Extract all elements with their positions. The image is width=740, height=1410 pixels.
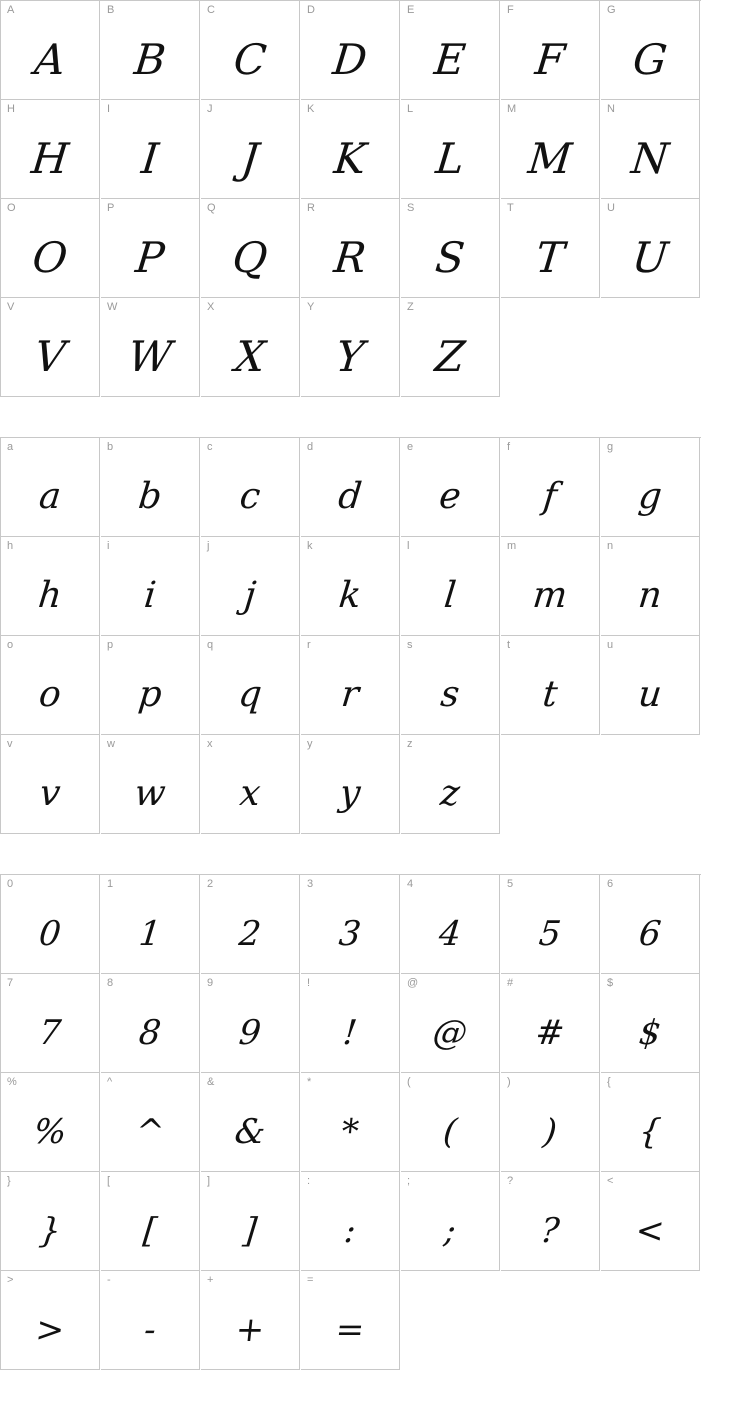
charmap-cell-glyph: - [142, 1310, 158, 1350]
charmap-cell-label: 8 [107, 977, 114, 989]
charmap-cell-label: s [407, 639, 413, 651]
charmap-cell-label: Z [407, 301, 414, 313]
charmap-cell-glyph: q [236, 674, 264, 715]
charmap-cell-glyph: ] [241, 1211, 259, 1251]
charmap-cell[interactable] [601, 875, 700, 974]
charmap-cell-glyph: @ [430, 1013, 470, 1053]
sheet-bottom-space [0, 1370, 700, 1410]
charmap-cell-glyph: m [530, 575, 570, 616]
charmap-cell[interactable] [401, 438, 500, 537]
charmap-cell[interactable] [101, 1, 200, 100]
charmap-cell-label: G [607, 4, 616, 16]
charmap-cell-label: # [507, 977, 514, 989]
charmap-cell[interactable] [401, 1172, 500, 1271]
charmap-cell[interactable] [301, 735, 400, 834]
charmap-cell-empty [501, 1271, 600, 1370]
charmap-cell-label: H [7, 103, 15, 115]
charmap-cell-glyph: R [331, 233, 369, 282]
charmap-cell-glyph: d [336, 476, 364, 517]
charmap-cell-glyph: * [339, 1112, 361, 1152]
charmap-cell-label: { [607, 1076, 611, 1088]
charmap-cell[interactable] [101, 1271, 200, 1370]
charmap-cell[interactable] [101, 438, 200, 537]
charmap-cell-glyph: V [32, 332, 68, 381]
charmap-cell-glyph: + [233, 1310, 267, 1350]
charmap-cell-label: 0 [7, 878, 14, 890]
charmap-cell-glyph: 4 [437, 914, 463, 954]
charmap-cell[interactable] [1, 974, 100, 1073]
charmap-cell-glyph: [ [141, 1211, 159, 1251]
charmap-cell-label: w [107, 738, 115, 750]
charmap-cell[interactable] [201, 1271, 300, 1370]
charmap-cell-glyph: 0 [37, 914, 63, 954]
charmap-cell-label: ; [407, 1175, 411, 1187]
charmap-cell-label: 3 [307, 878, 314, 890]
charmap-cell[interactable] [301, 875, 400, 974]
charmap-cell-glyph: M [525, 134, 575, 183]
charmap-cell-glyph: p [136, 674, 164, 715]
charmap-cell-glyph: 5 [537, 914, 563, 954]
charmap-cell-label: @ [407, 977, 419, 989]
charmap-cell-label: x [207, 738, 213, 750]
charmap-cell-label: h [7, 540, 14, 552]
charmap-cell-label: r [307, 639, 311, 651]
charmap-cell[interactable] [401, 199, 500, 298]
charmap-cell-label: ( [407, 1076, 411, 1088]
charmap-cell-label: ) [507, 1076, 511, 1088]
charmap-cell-label: J [207, 103, 213, 115]
charmap-cell-label: D [307, 4, 315, 16]
charmap-cell-label: g [607, 441, 614, 453]
charmap-cell[interactable] [601, 199, 700, 298]
charmap-cell-label: j [207, 540, 210, 552]
charmap-cell-glyph: c [237, 476, 263, 517]
charmap-cell[interactable] [201, 875, 300, 974]
charmap-cell-empty [601, 1271, 700, 1370]
charmap-cell-glyph: = [333, 1310, 367, 1350]
charmap-cell-empty [401, 1271, 500, 1370]
charmap-cell[interactable] [601, 974, 700, 1073]
charmap-cell[interactable] [601, 636, 700, 735]
charmap-cell-glyph: a [37, 476, 63, 517]
charmap-cell[interactable] [301, 974, 400, 1073]
charmap-cell[interactable] [401, 875, 500, 974]
charmap-cell-empty [501, 735, 600, 834]
charmap-cell[interactable] [401, 1073, 500, 1172]
charmap-cell[interactable] [1, 199, 100, 298]
charmap-cell[interactable] [301, 199, 400, 298]
charmap-cell[interactable] [401, 298, 500, 397]
charmap-cell-label: p [107, 639, 114, 651]
charmap-cell-label: t [507, 639, 511, 651]
charmap-cell[interactable] [101, 100, 200, 199]
charmap-cell[interactable] [501, 1, 600, 100]
charmap-cell-label: [ [107, 1175, 111, 1187]
charmap-cell-label: } [7, 1175, 11, 1187]
charmap-cell-glyph: W [125, 332, 175, 381]
charmap-cell[interactable] [101, 875, 200, 974]
charmap-cell[interactable] [101, 1172, 200, 1271]
charmap-cell-glyph: g [636, 476, 664, 517]
charmap-cell[interactable] [201, 537, 300, 636]
charmap-cell-label: l [407, 540, 410, 552]
charmap-cell-glyph: ! [341, 1013, 359, 1053]
charmap-cell-label: F [507, 4, 514, 16]
charmap-cell-label: V [7, 301, 15, 313]
charmap-cell-glyph: l [442, 575, 458, 616]
charmap-cell-glyph: H [29, 134, 71, 183]
charmap-cell-label: f [507, 441, 511, 453]
charmap-cell[interactable] [101, 199, 200, 298]
charmap-cell-glyph: ^ [133, 1112, 167, 1152]
charmap-cell-glyph: 3 [337, 914, 363, 954]
charmap-cell[interactable] [501, 875, 600, 974]
charmap-cell[interactable] [401, 100, 500, 199]
charmap-cell[interactable] [201, 100, 300, 199]
charmap-cell-label: $ [607, 977, 614, 989]
charmap-cell-glyph: ( [441, 1112, 459, 1152]
charmap-cell[interactable] [301, 1271, 400, 1370]
charmap-cell-glyph: 9 [237, 1013, 263, 1053]
charmap-cell-label: q [207, 639, 214, 651]
charmap-cell[interactable] [101, 537, 200, 636]
charmap-cell-label: I [107, 103, 111, 115]
charmap-uppercase [0, 0, 701, 397]
charmap-cell-glyph: t [540, 674, 560, 715]
charmap-cell-glyph: & [232, 1112, 268, 1152]
charmap-cell[interactable] [101, 735, 200, 834]
charmap-cell-glyph: A [32, 35, 68, 84]
charmap-cell-label: 7 [7, 977, 14, 989]
charmap-cell-label: * [307, 1076, 312, 1088]
charmap-cell-glyph: 1 [137, 914, 163, 954]
charmap-cell[interactable] [1, 735, 100, 834]
charmap-cell-label: c [207, 441, 213, 453]
charmap-cell-label: S [407, 202, 415, 214]
charmap-cell-glyph: ; [442, 1211, 458, 1251]
charmap-cell-empty [601, 735, 700, 834]
charmap-cell-label: A [7, 4, 15, 16]
charmap-cell-label: ] [207, 1175, 211, 1187]
charmap-cell-glyph: z [438, 773, 462, 814]
charmap-cell-label: E [407, 4, 415, 16]
charmap-cell-label: i [107, 540, 110, 552]
charmap-cell-glyph: r [339, 674, 361, 715]
charmap-cell[interactable] [501, 537, 600, 636]
charmap-cell-glyph: 2 [237, 914, 263, 954]
charmap-cell-label: N [607, 103, 615, 115]
charmap-cell-label: % [7, 1076, 17, 1088]
charmap-cell-glyph: n [636, 575, 664, 616]
charmap-cell-glyph: h [36, 575, 64, 616]
charmap-cell-label: B [107, 4, 115, 16]
charmap-cell[interactable] [1, 438, 100, 537]
charmap-cell-glyph: < [633, 1211, 667, 1251]
charmap-cell[interactable] [201, 438, 300, 537]
charmap-cell-glyph: k [336, 575, 364, 616]
charmap-cell-label: < [607, 1175, 614, 1187]
charmap-cell-label: 9 [207, 977, 214, 989]
charmap-cell[interactable] [401, 974, 500, 1073]
charmap-lowercase [0, 437, 701, 834]
charmap-cell[interactable] [501, 100, 600, 199]
charmap-cell[interactable] [1, 298, 100, 397]
charmap-cell-glyph: ? [538, 1211, 562, 1251]
charmap-cell[interactable] [101, 1073, 200, 1172]
charmap-cell-label: z [407, 738, 413, 750]
charmap-cell-label: Y [307, 301, 315, 313]
charmap-cell[interactable] [201, 1, 300, 100]
charmap-cell[interactable] [1, 875, 100, 974]
charmap-cell[interactable] [1, 1, 100, 100]
charmap-cell-label: b [107, 441, 114, 453]
charmap-cell-glyph: $ [637, 1013, 663, 1053]
charmap-cell[interactable] [601, 1, 700, 100]
charmap-cell[interactable] [101, 298, 200, 397]
charmap-cell-glyph: # [533, 1013, 567, 1053]
charmap-cell-label: & [207, 1076, 215, 1088]
charmap-cell-glyph: y [337, 773, 363, 814]
charmap-cell-glyph: e [437, 476, 463, 517]
charmap-cell[interactable] [201, 199, 300, 298]
charmap-cell[interactable] [301, 1172, 400, 1271]
charmap-cell[interactable] [601, 100, 700, 199]
charmap-cell[interactable] [201, 735, 300, 834]
charmap-cell-label: 5 [507, 878, 514, 890]
charmap-cell-glyph: X [232, 332, 268, 381]
charmap-cell[interactable] [301, 1, 400, 100]
charmap-cell-glyph: ) [541, 1112, 559, 1152]
charmap-cell-glyph: % [31, 1112, 69, 1152]
charmap-cell-glyph: w [132, 773, 168, 814]
charmap-cell[interactable] [301, 100, 400, 199]
block-separator [0, 397, 700, 437]
charmap-cell-glyph: N [629, 134, 672, 183]
charmap-cell-glyph: U [629, 233, 671, 282]
charmap-cell[interactable] [401, 1, 500, 100]
charmap-cell-glyph: G [630, 35, 670, 84]
charmap-cell-label: M [507, 103, 517, 115]
charmap-cell-label: ! [307, 977, 311, 989]
charmap-cell[interactable] [101, 636, 200, 735]
charmap-cell-glyph: 6 [637, 914, 663, 954]
charmap-cell-glyph: x [237, 773, 263, 814]
charmap-cell-glyph: J [239, 134, 262, 183]
charmap-cell-glyph: B [132, 35, 169, 84]
charmap-cell-label: = [307, 1274, 314, 1286]
charmap-cell-label: - [107, 1274, 111, 1286]
charmap-cell-label: d [307, 441, 314, 453]
charmap-cell-glyph: I [139, 134, 161, 183]
charmap-cell-glyph: E [432, 35, 468, 84]
charmap-cell[interactable] [301, 298, 400, 397]
charmap-cell-glyph: 8 [137, 1013, 163, 1053]
charmap-cell-glyph: > [33, 1310, 67, 1350]
charmap-cell-glyph: v [37, 773, 63, 814]
charmap-cell-label: : [307, 1175, 311, 1187]
charmap-cell[interactable] [201, 1172, 300, 1271]
charmap-cell[interactable] [501, 1172, 600, 1271]
charmap-cell-glyph: b [136, 476, 164, 517]
charmap-cell-label: C [207, 4, 215, 16]
charmap-cell-label: T [507, 202, 514, 214]
charmap-cell[interactable] [601, 537, 700, 636]
charmap-cell-label: Q [207, 202, 216, 214]
charmap-cell-glyph: S [433, 233, 468, 282]
charmap-cell-glyph: Y [333, 332, 367, 381]
charmap-cell[interactable] [501, 438, 600, 537]
charmap-cell[interactable] [1, 1271, 100, 1370]
charmap-cell[interactable] [301, 636, 400, 735]
charmap-cell-glyph: C [231, 35, 269, 84]
charmap-cell-glyph: L [433, 134, 467, 183]
charmap-cell-glyph: 7 [37, 1013, 63, 1053]
charmap-cell[interactable] [1, 537, 100, 636]
charmap-symbols [0, 874, 701, 1370]
charmap-cell[interactable] [201, 636, 300, 735]
charmap-cell-empty [501, 298, 600, 397]
charmap-cell[interactable] [201, 974, 300, 1073]
charmap-cell-label: W [107, 301, 118, 313]
charmap-cell-label: e [407, 441, 414, 453]
charmap-cell-label: 2 [207, 878, 214, 890]
charmap-cell-label: 4 [407, 878, 414, 890]
charmap-cell-glyph: f [541, 476, 559, 517]
charmap-cell-label: P [107, 202, 115, 214]
charmap-cell-label: m [507, 540, 517, 552]
charmap-cell-glyph: o [37, 674, 64, 715]
charmap-cell-label: K [307, 103, 315, 115]
charmap-cell[interactable] [301, 1073, 400, 1172]
charmap-cell[interactable] [601, 438, 700, 537]
charmap-cell-glyph: } [37, 1211, 63, 1251]
charmap-cell[interactable] [301, 537, 400, 636]
charmap-cell[interactable] [501, 199, 600, 298]
charmap-cell-label: y [307, 738, 313, 750]
charmap-cell-label: a [7, 441, 14, 453]
charmap-cell-glyph: T [533, 233, 567, 282]
charmap-cell-glyph: Q [230, 233, 270, 282]
charmap-cell-label: n [607, 540, 614, 552]
charmap-cell[interactable] [1, 1073, 100, 1172]
charmap-cell-glyph: P [133, 233, 167, 282]
charmap-cell-label: > [7, 1274, 14, 1286]
charmap-cell[interactable] [401, 537, 500, 636]
charmap-cell-label: 6 [607, 878, 614, 890]
charmap-cell-glyph: K [331, 134, 369, 183]
charmap-cell[interactable] [1, 100, 100, 199]
charmap-cell-empty [601, 298, 700, 397]
charmap-cell[interactable] [401, 735, 500, 834]
charmap-cell[interactable] [401, 636, 500, 735]
charmap-cell[interactable] [501, 1073, 600, 1172]
charmap-cell[interactable] [101, 974, 200, 1073]
charmap-cell-glyph: F [532, 35, 568, 84]
charmap-cell[interactable] [1, 636, 100, 735]
charmap-cell-label: + [207, 1274, 214, 1286]
charmap-cell-glyph: Z [432, 332, 468, 381]
charmap-cell-label: u [607, 639, 614, 651]
block-separator [0, 834, 700, 874]
charmap-cell-glyph: D [330, 35, 370, 84]
charmap-cell[interactable] [301, 438, 400, 537]
charmap-cell-label: v [7, 738, 13, 750]
charmap-cell-glyph: : [342, 1211, 358, 1251]
charmap-cell[interactable] [201, 1073, 300, 1172]
charmap-cell[interactable] [601, 1073, 700, 1172]
charmap-cell[interactable] [1, 1172, 100, 1271]
charmap-cell-label: o [7, 639, 14, 651]
charmap-cell-glyph: u [636, 674, 664, 715]
charmap-cell-glyph: i [142, 575, 158, 616]
charmap-cell-label: O [7, 202, 16, 214]
charmap-cell-glyph: O [30, 233, 70, 282]
charmap-cell-glyph: { [637, 1112, 663, 1152]
charmap-cell[interactable] [501, 974, 600, 1073]
charmap-cell-label: ^ [107, 1076, 113, 1088]
charmap-cell-glyph: s [438, 674, 462, 715]
charmap-cell-label: R [307, 202, 315, 214]
charmap-cell-label: k [307, 540, 313, 552]
charmap-cell[interactable] [501, 636, 600, 735]
charmap-cell-label: ? [507, 1175, 514, 1187]
charmap-cell-label: L [407, 103, 414, 115]
charmap-cell-label: X [207, 301, 215, 313]
charmap-cell[interactable] [601, 1172, 700, 1271]
charmap-cell[interactable] [201, 298, 300, 397]
charmap-cell-label: 1 [107, 878, 114, 890]
charmap-cell-label: U [607, 202, 615, 214]
charmap-cell-glyph: j [242, 575, 258, 616]
